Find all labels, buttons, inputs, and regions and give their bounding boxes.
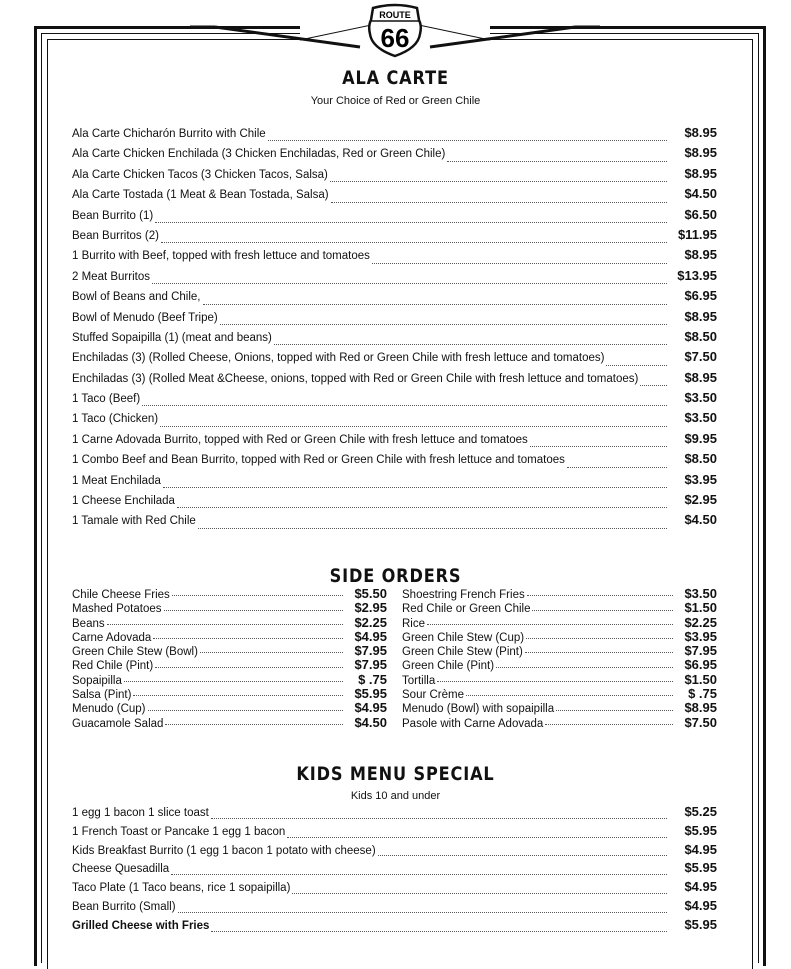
- item-price: $5.95: [684, 822, 717, 838]
- dot-leader: [148, 710, 343, 711]
- item-name: 1 Taco (Chicken): [72, 413, 159, 426]
- item-name: Grilled Cheese with Fries: [72, 919, 210, 932]
- item-price: $7.95: [354, 643, 387, 659]
- dot-leader: [198, 528, 667, 529]
- menu-item: [402, 643, 717, 657]
- dot-leader: [133, 695, 343, 696]
- item-price: $8.95: [684, 247, 717, 263]
- dot-leader: [331, 202, 667, 203]
- item-price: $4.95: [684, 879, 717, 895]
- item-price: $4.50: [684, 512, 717, 528]
- item-price: $8.95: [684, 700, 717, 716]
- item-price: $7.50: [684, 714, 717, 730]
- logo-route-text: ROUTE: [379, 10, 411, 20]
- kids-title: KIDS MENU SPECIAL: [296, 763, 495, 785]
- menu-item: [72, 329, 717, 349]
- item-name: 1 Cheese Enchilada: [72, 495, 175, 508]
- item-name: 1 Meat Enchilada: [72, 474, 161, 487]
- side-orders-right: [402, 586, 717, 729]
- dot-leader: [107, 624, 343, 625]
- item-price: $8.95: [684, 145, 717, 161]
- menu-item: [72, 472, 717, 492]
- menu-item: [72, 492, 717, 512]
- dot-leader: [164, 610, 343, 611]
- dot-leader: [165, 724, 343, 725]
- item-price: $ .75: [358, 671, 387, 687]
- item-name: Green Chile Stew (Cup): [402, 631, 525, 644]
- dot-leader: [292, 893, 667, 894]
- item-price: $8.50: [684, 328, 717, 344]
- item-name: Rice: [402, 617, 426, 630]
- item-price: $8.95: [684, 165, 717, 181]
- item-price: $2.95: [684, 492, 717, 508]
- menu-item: [72, 370, 717, 390]
- item-name: Shoestring French Fries: [402, 589, 525, 601]
- item-price: $7.95: [354, 657, 387, 673]
- item-price: $4.95: [684, 897, 717, 913]
- menu-item: [72, 860, 717, 879]
- dot-leader: [330, 181, 667, 182]
- item-price: $11.95: [677, 226, 717, 242]
- dot-leader: [152, 283, 667, 284]
- ala-carte-title: ALA CARTE: [342, 67, 449, 89]
- item-price: $2.25: [684, 614, 717, 630]
- item-name: Bean Burritos (2): [72, 229, 159, 242]
- item-price: $13.95: [677, 267, 717, 283]
- item-price: $5.25: [684, 804, 717, 819]
- item-price: $ .75: [688, 686, 717, 702]
- menu-item: [72, 166, 717, 186]
- item-name: Kids Breakfast Burrito (1 egg 1 bacon 1 potato with cheese): [72, 844, 376, 857]
- menu-item: [72, 145, 717, 165]
- dot-leader: [437, 681, 673, 682]
- item-price: $3.50: [684, 390, 717, 406]
- dot-leader: [525, 652, 673, 653]
- menu-item: [72, 804, 717, 823]
- dot-leader: [203, 304, 668, 305]
- item-price: $5.95: [354, 686, 387, 702]
- item-name: Ala Carte Tostada (1 Meat & Bean Tostada, Salsa): [72, 189, 329, 202]
- item-name: Stuffed Sopaipilla (1) (meat and beans): [72, 331, 272, 344]
- item-price: $4.50: [354, 714, 387, 730]
- menu-item: [402, 600, 717, 614]
- ala-carte-list: [72, 125, 717, 533]
- item-name: Menudo (Bowl) with sopaipilla: [402, 703, 555, 716]
- item-name: Bowl of Beans and Chile,: [72, 291, 201, 304]
- item-price: $4.95: [354, 700, 387, 716]
- menu-item: [72, 615, 387, 629]
- dot-leader: [526, 638, 673, 639]
- dot-leader: [163, 487, 667, 488]
- menu-item: [72, 879, 717, 898]
- item-name: Chile Cheese Fries: [72, 589, 170, 601]
- item-name: Sopaipilla: [72, 674, 122, 687]
- item-price: $8.95: [684, 125, 717, 140]
- item-price: $3.50: [684, 410, 717, 426]
- item-price: $5.95: [684, 916, 717, 932]
- item-price: $5.50: [354, 586, 387, 601]
- item-name: Taco Plate (1 Taco beans, rice 1 sopaipilla): [72, 882, 291, 895]
- dot-leader: [268, 140, 667, 141]
- item-name: Guacamole Salad: [72, 717, 164, 730]
- menu-item: [72, 898, 717, 917]
- item-price: $3.50: [684, 586, 717, 601]
- menu-item: [72, 410, 717, 430]
- dot-leader: [178, 912, 667, 913]
- menu-item: [402, 700, 717, 714]
- menu-item: [72, 125, 717, 145]
- menu-item: [402, 629, 717, 643]
- menu-item: [402, 686, 717, 700]
- menu-item: [72, 643, 387, 657]
- route-66-logo: [190, 0, 600, 60]
- item-price: $3.95: [684, 628, 717, 644]
- dot-leader: [160, 426, 667, 427]
- item-price: $6.95: [684, 657, 717, 673]
- menu-item: [402, 657, 717, 671]
- menu-item: [72, 686, 387, 700]
- item-price: $4.95: [684, 841, 717, 857]
- kids-list: [72, 804, 717, 936]
- menu-item: [72, 629, 387, 643]
- item-price: $2.95: [354, 600, 387, 616]
- menu-item: [72, 288, 717, 308]
- item-name: Red Chile or Green Chile: [402, 603, 531, 616]
- dot-leader: [545, 724, 673, 725]
- dot-leader: [155, 222, 667, 223]
- dot-leader: [606, 365, 667, 366]
- dot-leader: [211, 818, 667, 819]
- item-name: Mashed Potatoes: [72, 603, 162, 616]
- item-name: Bean Burrito (1): [72, 209, 154, 222]
- dot-leader: [427, 624, 673, 625]
- menu-item: [72, 349, 717, 369]
- item-name: Beans: [72, 617, 105, 630]
- item-name: 1 Carne Adovada Burrito, topped with Red or Green Chile with fresh lettuce and tomatoes: [72, 433, 528, 446]
- item-name: 2 Meat Burritos: [72, 270, 150, 283]
- dot-leader: [527, 595, 673, 596]
- item-price: $4.95: [354, 628, 387, 644]
- dot-leader: [372, 263, 667, 264]
- menu-item: [402, 715, 717, 729]
- dot-leader: [177, 507, 667, 508]
- item-name: Enchiladas (3) (Rolled Meat &Cheese, onions, topped with Red or Green Chile with fresh lettuce and tomatoes): [72, 372, 639, 385]
- item-price: $1.50: [684, 671, 717, 687]
- logo-number-text: 66: [380, 23, 410, 53]
- item-name: Green Chile Stew (Bowl): [72, 646, 198, 659]
- menu-item: [72, 451, 717, 471]
- item-name: Enchiladas (3) (Rolled Cheese, Onions, topped with Red or Green Chile with fresh lettuce and tomatoes): [72, 352, 605, 365]
- item-name: Sour Crème: [402, 689, 464, 702]
- item-price: $7.95: [684, 643, 717, 659]
- dot-leader: [142, 405, 667, 406]
- item-price: $2.25: [354, 614, 387, 630]
- menu-item: [72, 842, 717, 861]
- item-name: Red Chile (Pint): [72, 660, 154, 673]
- menu-item: [72, 823, 717, 842]
- dot-leader: [496, 667, 673, 668]
- item-name: Ala Carte Chicken Enchilada (3 Chicken Enchiladas, Red or Green Chile): [72, 148, 446, 161]
- dot-leader: [447, 161, 667, 162]
- menu-item: [72, 207, 717, 227]
- dot-leader: [153, 638, 343, 639]
- item-price: $9.95: [684, 430, 717, 446]
- item-price: $1.50: [684, 600, 717, 616]
- item-name: Bowl of Menudo (Beef Tripe): [72, 311, 218, 324]
- dot-leader: [274, 344, 667, 345]
- menu-item: [72, 512, 717, 532]
- item-price: $6.50: [684, 206, 717, 222]
- item-name: 1 Burrito with Beef, topped with fresh lettuce and tomatoes: [72, 250, 370, 263]
- item-name: Ala Carte Chicken Tacos (3 Chicken Tacos, Salsa): [72, 168, 328, 181]
- item-name: Tortilla: [402, 674, 436, 687]
- item-price: $8.95: [684, 369, 717, 385]
- side-orders: [72, 586, 717, 729]
- item-name: Green Chile Stew (Pint): [402, 646, 523, 659]
- menu-item: [402, 615, 717, 629]
- dot-leader: [567, 467, 667, 468]
- item-name: 1 Combo Beef and Bean Burrito, topped with Red or Green Chile with fresh lettuce and tomatoes: [72, 454, 565, 467]
- item-name: 1 egg 1 bacon 1 slice toast: [72, 807, 209, 819]
- side-orders-title: SIDE ORDERS: [329, 565, 462, 587]
- menu-item: [72, 227, 717, 247]
- item-price: $8.50: [684, 451, 717, 467]
- dot-leader: [171, 874, 667, 875]
- dot-leader: [378, 855, 667, 856]
- item-price: $5.95: [684, 860, 717, 876]
- menu-item: [72, 600, 387, 614]
- item-name: Salsa (Pint): [72, 689, 132, 702]
- dot-leader: [200, 652, 343, 653]
- menu-item: [72, 715, 387, 729]
- dot-leader: [155, 667, 343, 668]
- menu-item: [72, 390, 717, 410]
- menu-item: [72, 309, 717, 329]
- item-name: Ala Carte Chicharón Burrito with Chile: [72, 128, 266, 140]
- menu-item: [72, 431, 717, 451]
- dot-leader: [172, 595, 343, 596]
- menu-item: [72, 700, 387, 714]
- menu-item: [72, 586, 387, 600]
- item-price: $4.50: [684, 186, 717, 202]
- dot-leader: [124, 681, 343, 682]
- item-price: $6.95: [684, 288, 717, 304]
- menu-item: [72, 186, 717, 206]
- item-price: $8.95: [684, 308, 717, 324]
- item-name: 1 Taco (Beef): [72, 393, 141, 406]
- dot-leader: [532, 610, 673, 611]
- menu-item: [72, 672, 387, 686]
- dot-leader: [640, 385, 667, 386]
- item-price: $7.50: [684, 349, 717, 365]
- kids-subtitle: Kids 10 and under: [350, 790, 441, 802]
- dot-leader: [220, 324, 667, 325]
- menu-item: [72, 917, 717, 936]
- side-orders-left: [72, 586, 387, 729]
- dot-leader: [466, 695, 673, 696]
- menu-item: [72, 268, 717, 288]
- item-name: Cheese Quesadilla: [72, 863, 170, 876]
- dot-leader: [556, 710, 673, 711]
- menu-item: [72, 657, 387, 671]
- item-name: 1 French Toast or Pancake 1 egg 1 bacon: [72, 825, 286, 838]
- dot-leader: [287, 837, 667, 838]
- menu-item: [402, 586, 717, 600]
- dot-leader: [530, 446, 667, 447]
- item-name: 1 Tamale with Red Chile: [72, 515, 196, 528]
- ala-carte-subtitle: Your Choice of Red or Green Chile: [310, 95, 481, 107]
- menu-item: [72, 247, 717, 267]
- item-name: Pasole with Carne Adovada: [402, 717, 544, 730]
- menu-item: [402, 672, 717, 686]
- item-price: $3.95: [684, 471, 717, 487]
- dot-leader: [161, 242, 667, 243]
- dot-leader: [211, 931, 667, 932]
- item-name: Green Chile (Pint): [402, 660, 495, 673]
- item-name: Menudo (Cup): [72, 703, 146, 716]
- item-name: Carne Adovada: [72, 631, 152, 644]
- item-name: Bean Burrito (Small): [72, 900, 176, 913]
